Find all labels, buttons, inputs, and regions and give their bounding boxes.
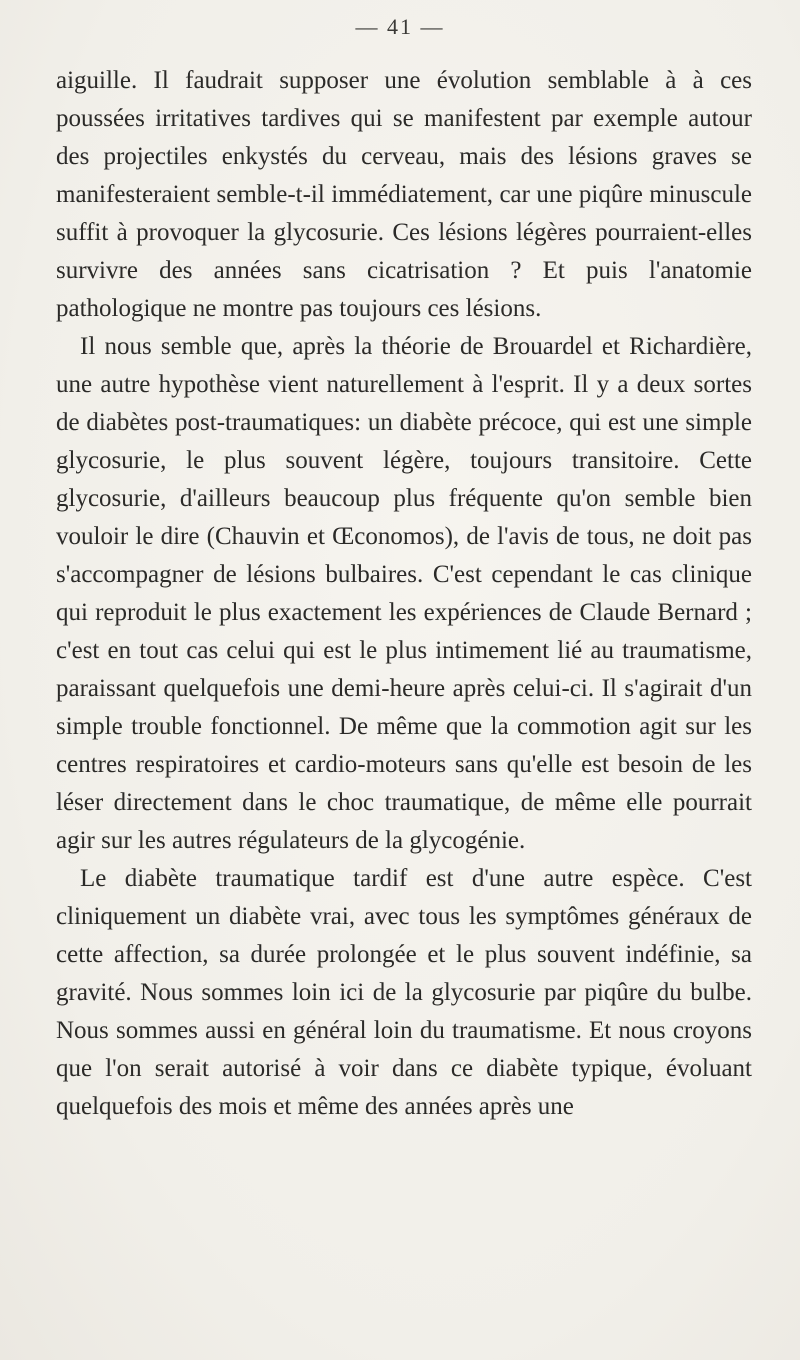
paragraph-2: Il nous semble que, après la théorie de Brouardel et Richardière, une autre hypothèse vient naturellement à l'esprit. Il y a deux sortes de diabètes post-traumatiques: un diabète précoce, qui est une simple glycosurie, le plus souvent légère, toujours transitoire. Cette glycosurie, d'ailleurs beaucoup plus fréquente qu'on semble bien vouloir le dire (Chauvin et Œconomos), de l'avis de tous, ne doit pas s'accompagner de lésions bulbaires. C'est cependant le cas clinique qui reproduit le plus exactement les expériences de Claude Bernard ; c'est en tout cas celui qui est le plus intimement lié au traumatisme, paraissant quelquefois une demi-heure après celui-ci. Il s'agirait d'un simple trouble fonctionnel. De même que la commotion agit sur les centres respiratoires et cardio-moteurs sans qu'elle est besoin de les léser directement dans le choc traumatique, de même elle pourrait agir sur les autres régulateurs de la glycogénie. bbox=[56, 333, 752, 854]
page-number: — 41 — bbox=[355, 14, 445, 39]
paragraph-1: aiguille. Il faudrait supposer une évolution semblable à à ces poussées irritatives tardives qui se manifestent par exemple autour des projectiles enkystés du cerveau, mais des lésions graves se manifesteraient semble-t-il immédiatement, car une piqûre minuscule suffit à provoquer la glycosurie. Ces lésions légères pourraient-elles survivre des années sans cicatrisation ? Et puis l'anatomie pathologique ne montre pas toujours ces lésions. bbox=[56, 67, 752, 322]
paragraph-3: Le diabète traumatique tardif est d'une autre espèce. C'est cliniquement un diabète vrai, avec tous les symptômes généraux de cette affection, sa durée prolongée et le plus souvent indéfinie, sa gravité. Nous sommes loin ici de la glycosurie par piqûre du bulbe. Nous sommes aussi en général loin du traumatisme. Et nous croyons que l'on serait autorisé à voir dans ce diabète typique, évoluant quelquefois des mois et même des années après une bbox=[56, 865, 752, 1120]
body-text bbox=[56, 62, 752, 1126]
